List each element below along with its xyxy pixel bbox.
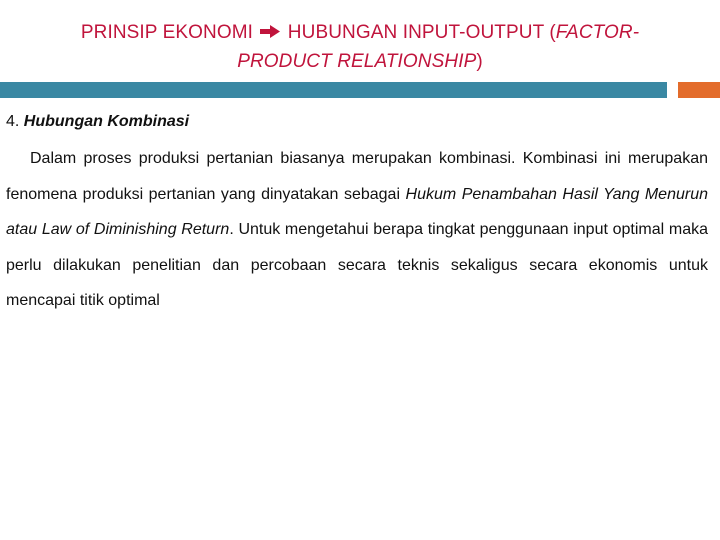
section-number: 4.	[6, 113, 24, 130]
paragraph-italic: Hukum Penambahan Hasil Yang Menurun atau Law of Diminishing Return	[6, 185, 708, 238]
paragraph-text-2: . Untuk mengetahui berapa tingkat penggunaan input optimal maka perlu dilakukan penelitian dan percobaan secara teknis sekaligus secara ekonomis untuk mencapai titik optimal	[6, 221, 709, 309]
paragraph-text-1: Dalam proses produksi pertanian biasanya merupakan kombinasi. Kombinasi ini merupakan fenomena produksi pertanian yang dinyatakan sebagai	[6, 150, 708, 203]
title-italic: FACTOR-PRODUCT RELATIONSHIP	[237, 22, 640, 72]
accent-bar	[678, 82, 720, 98]
section-paragraph	[6, 141, 708, 319]
section-heading-text: Hubungan Kombinasi	[23, 113, 190, 130]
title-part-3: )	[476, 51, 483, 72]
section-heading	[6, 113, 189, 131]
title-part-2: HUBUNGAN INPUT-OUTPUT (	[282, 22, 556, 43]
slide-title	[40, 18, 680, 76]
right-arrow-icon	[259, 24, 281, 39]
title-part-1: PRINSIP EKONOMI	[80, 22, 254, 43]
divider-bar	[0, 82, 667, 98]
